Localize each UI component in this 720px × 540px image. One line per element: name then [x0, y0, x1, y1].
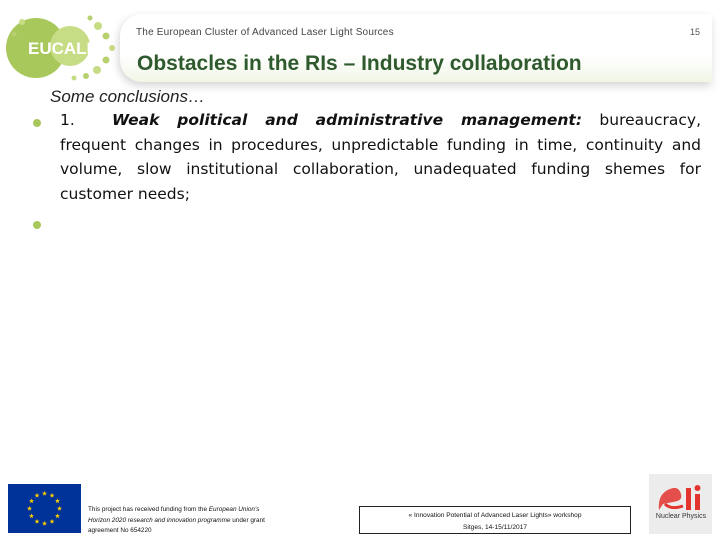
funding-programme: European Union's Horizon 2020 research and innovation programme [88, 506, 260, 524]
page-number: 15 [690, 27, 701, 37]
funding-suffix: under grant agreement No 654220 [88, 516, 265, 534]
event-date: Sitges, 14-15/11/2017 [462, 524, 528, 531]
eucall-logo-graphic [6, 12, 122, 84]
event-box [359, 506, 631, 534]
bullet-marker [33, 119, 41, 127]
cluster-name: The European Cluster of Advanced Laser Light Sources [136, 27, 394, 38]
bullet-body: bureaucracy, frequent changes in procedures, unpredictable funding in time, continuity and volume, slow institutional collaboration, unadequated funding shemes for customer needs; [60, 111, 701, 203]
funding-prefix: This project has received funding from the [88, 506, 209, 513]
funding-statement [88, 505, 278, 537]
bullet-marker-empty [33, 221, 41, 229]
eli-caption: Nuclear Physics [655, 513, 707, 520]
bullet-number: 1. [60, 111, 75, 129]
eu-flag-icon [8, 484, 81, 533]
logo-text: EUCALL [28, 39, 97, 58]
slide-title: Obstacles in the RIs – Industry collaboration [137, 52, 582, 75]
bullet-lead: Weak political and administrative management: [112, 111, 583, 129]
eucall-logo [6, 12, 122, 84]
bullet-item-1 [60, 108, 701, 206]
event-title: « Innovation Potential of Advanced Laser Lights» workshop [408, 512, 582, 519]
eli-np-logo [649, 474, 712, 534]
subtitle: Some conclusions… [50, 87, 205, 106]
